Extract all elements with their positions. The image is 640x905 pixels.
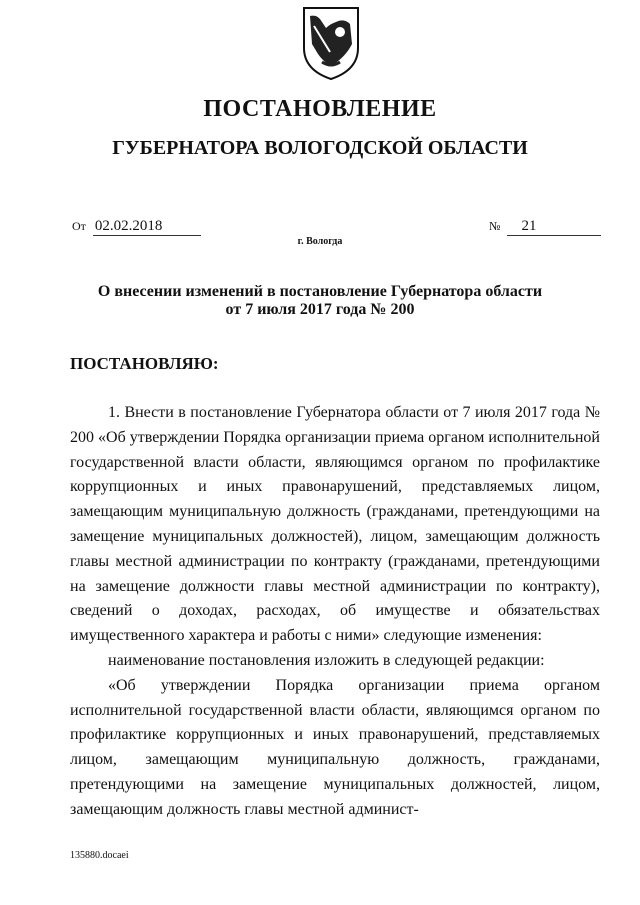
document-subtitle: ГУБЕРНАТОРА ВОЛОГОДСКОЙ ОБЛАСТИ (112, 137, 528, 159)
number-field (489, 218, 601, 236)
subject-heading (0, 283, 640, 319)
subject-line-1: О внесении изменений в постановление Губернатора области (97, 283, 543, 300)
document-title: ПОСТАНОВЛЕНИЕ (203, 96, 437, 122)
document-body (70, 401, 600, 823)
coat-of-arms-emblem (300, 4, 362, 82)
paragraph-3: «Об утверждении Порядка организации приема органом исполнительной государственной власти области, являющимся органом по профилактике коррупционных и иных правонарушений, представляемых лицом, замещающим муниципальную должность, гражданами, претендующими на замещение муниципальных должностей, лицом, замещающим должность главы местной админист- (70, 676, 600, 818)
subject-line-2: от 7 июля 2017 года № 200 (225, 301, 415, 318)
paragraph-2: наименование постановления изложить в следующей редакции: (108, 651, 545, 669)
resolve-heading: ПОСТАНОВЛЯЮ: (70, 354, 219, 373)
date-field (72, 218, 201, 236)
paragraph-1: 1. Внести в постановление Губернатора области от 7 июля 2017 года № 200 «Об утверждении Порядка организации приема органом исполнительной государственной власти области, являющимся органом по профилактике коррупционных и иных правонарушений, представляемых лицом, замещающим муниципальную должность (гражданами, претендующими на замещение муниципальных должностей), лицом, замещающим должность главы местной администрации по контракту (гражданами, претендующими на замещение должности главы местной администрации по контракту), сведений о доходах, расходах, об имуществе и обязательствах имущественного характера и работы с ними» следующие изменения: (70, 404, 600, 645)
file-reference: 135880.docaei (70, 850, 129, 861)
date-prefix: От (72, 219, 86, 233)
number-value: 21 (507, 218, 601, 236)
city-label: г. Вологда (297, 236, 343, 247)
date-value: 02.02.2018 (93, 218, 201, 236)
number-prefix: № (489, 219, 501, 233)
